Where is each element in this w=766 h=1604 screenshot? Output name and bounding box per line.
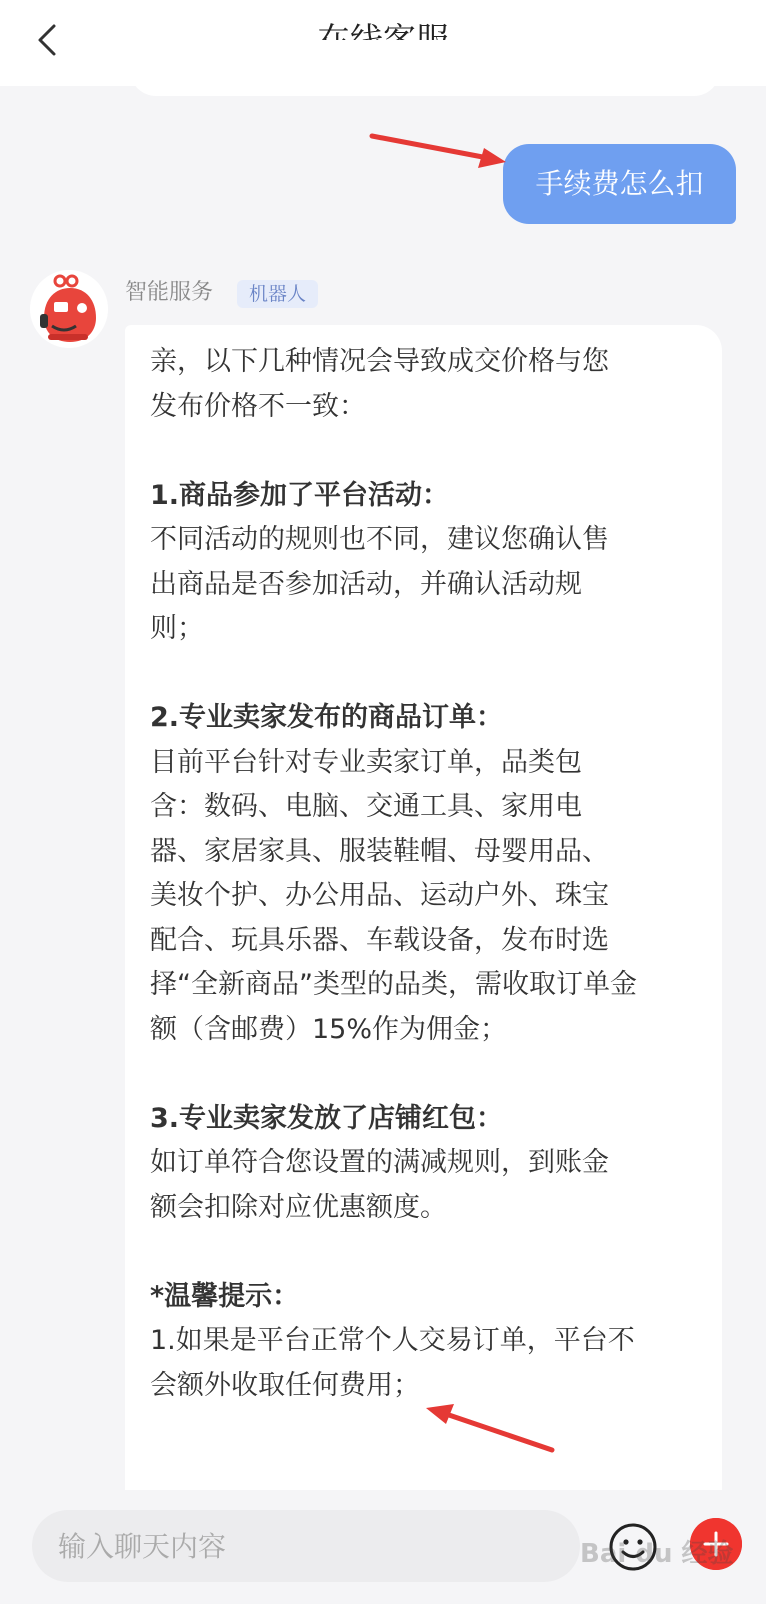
- user-message-bubble[interactable]: 手续费怎么扣: [503, 144, 736, 224]
- section-line: 不同活动的规则也不同，建议您确认售: [150, 524, 609, 555]
- bot-type-badge: 机器人: [237, 280, 318, 308]
- section-line: 目前平台针对专业卖家订单，品类包: [150, 746, 582, 778]
- section-heading: 3.专业卖家发放了店铺红包：: [150, 1102, 504, 1134]
- annotation-arrow-top: [360, 120, 520, 180]
- section-line: 择“全新商品”类型的品类，需收取订单金: [150, 969, 637, 1000]
- section-heading: 2.专业卖家发布的商品订单：: [150, 702, 504, 733]
- robot-avatar-icon: [30, 270, 108, 348]
- section-line: 出商品是否参加活动，并确认活动规: [150, 568, 582, 600]
- annotation-arrow-bottom: [418, 1400, 568, 1460]
- section-heading: *温馨提示：: [150, 1280, 300, 1312]
- section-line: 配合、玩具乐器、车载设备，发布时选: [150, 924, 609, 956]
- baidu-watermark-logo: [580, 1522, 766, 1582]
- section-line: 额会扣除对应优惠额度。: [150, 1191, 447, 1223]
- svg-text:Bai du 经验: Bai du 经验: [580, 1539, 734, 1569]
- section-heading: 1.商品参加了平台活动：: [150, 479, 450, 511]
- intro-line: 发布价格不一致：: [150, 390, 366, 422]
- section-line: 含：数码、电脑、交通工具、家用电: [150, 791, 582, 822]
- bot-message-text: [150, 340, 700, 1408]
- section-line: 1.如果是平台正常个人交易订单，平台不: [150, 1325, 635, 1356]
- section-line: 器、家居家具、服装鞋帽、母婴用品、: [150, 835, 609, 867]
- section-line: 如订单符合您设置的满减规则，到账金: [150, 1147, 609, 1178]
- previous-message-bubble: [130, 40, 720, 96]
- section-line: 额（含邮费）15%作为佣金；: [150, 1013, 508, 1045]
- section-line: 则；: [150, 613, 204, 644]
- intro-line: 亲，以下几种情况会导致成交价格与您: [150, 346, 609, 377]
- chat-input[interactable]: [32, 1510, 580, 1582]
- section-line: 美妆个护、办公用品、运动户外、珠宝: [150, 880, 609, 911]
- bot-avatar[interactable]: [30, 270, 108, 348]
- bot-name-label: 智能服务: [125, 280, 214, 305]
- section-line: 会额外收取任何费用；: [150, 1369, 420, 1401]
